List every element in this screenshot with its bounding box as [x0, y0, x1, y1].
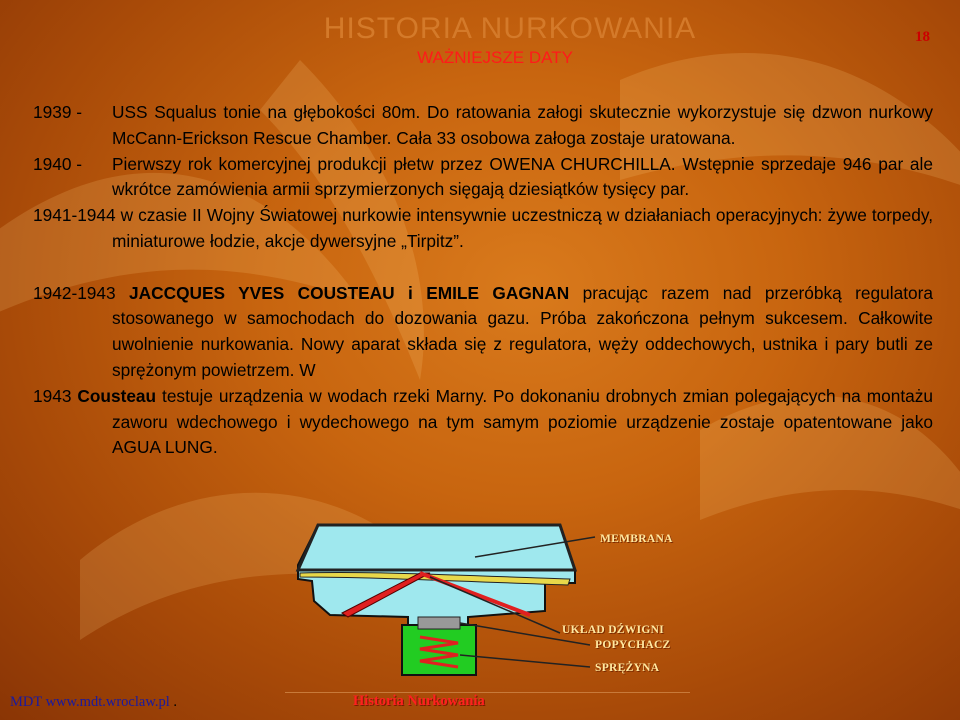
entry-description: USS Squalus tonie na głębokości 80m. Do ratowania załogi skutecznie wykorzystuje się dzwon nurkowy McCann-Erickson Rescue Chamber. Cała 33 osobowa załoga zostaje uratowana.: [112, 102, 933, 148]
entry-year: 1939 -: [33, 102, 83, 122]
entry-names: Cousteau: [71, 385, 157, 406]
regulator-diagram: [290, 515, 700, 690]
footer-title: Historia Nurkowania: [353, 693, 485, 709]
entry-1941-1944: [33, 203, 933, 255]
entry-year: 1940 -: [33, 153, 83, 174]
label-pusher: POPYCHACZ: [595, 639, 671, 651]
entry-year: 1941-1944: [33, 205, 116, 226]
entry-description: Pierwszy rok komercyjnej produkcji płetw przez OWENA CHURCHILLA. Wstępnie sprzedaje 946 par ale wkrótce zamówienia armii sprzymierzonych sięgają dziesiątków tysięcy par.: [112, 153, 933, 200]
entry-description: w czasie II Wojny Światowej nurkowie intensywnie uczestniczą w działaniach operacyjnych: żywe torpedy, miniaturowe łodzie, akcje dywersyjne „Tirpitz”.: [112, 205, 933, 251]
label-lever: UKŁAD DŹWIGNI: [562, 624, 664, 636]
timeline-text: [33, 100, 933, 461]
leader-spring: [460, 655, 590, 667]
watermark-title: HISTORIA NURKOWANIA: [323, 12, 697, 45]
entry-year: 1943: [33, 385, 72, 406]
entry-1943: [33, 384, 933, 461]
entry-1939: [33, 100, 933, 152]
entry-description: testuje urządzenia w wodach rzeki Marny. Po dokonaniu drobnych zmian polegających na montażu zaworu wdechowego i wydechowego na tym samym poziomie urządzenie zostaje opatentowane jako AGUA LUNG.: [112, 385, 933, 458]
entry-year: 1942-1943: [33, 282, 116, 303]
pusher: [418, 617, 460, 629]
entry-1940: [33, 152, 933, 204]
page-number: 18: [915, 29, 930, 45]
spring-housing: [402, 625, 476, 675]
page-subtitle: WAŻNIEJSZE DATY: [417, 48, 573, 67]
entry-names: JACCQUES YVES COUSTEAU i EMILE GAGNAN: [115, 282, 570, 303]
entry-1942-1943: [33, 281, 933, 384]
footer-divider: [285, 692, 690, 693]
spacer: [33, 255, 933, 281]
footer-link[interactable]: MDT www.mdt.wroclaw.pl: [10, 694, 170, 710]
footer-website[interactable]: [10, 694, 177, 711]
label-spring: SPRĘŻYNA: [595, 662, 660, 674]
entry-description: pracując razem nad przeróbką regulatora stosowanego w samochodach do dozowania gazu. Próba zakończona pełnym sukcesem. Całkowite uwolnienie nurkowania. Nowy aparat składa się z regulatora, węży oddechowych, ustnika i pary butli ze sprężonym powietrzem. W: [112, 282, 933, 380]
label-membrane: MEMBRANA: [600, 533, 673, 545]
footer-dot: .: [169, 694, 177, 710]
